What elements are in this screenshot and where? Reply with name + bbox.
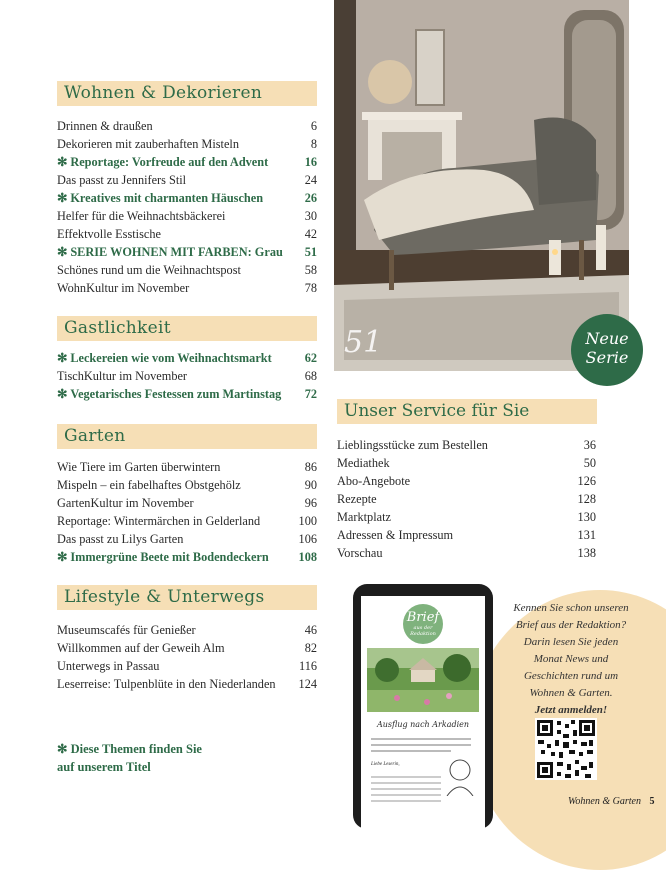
toc-entry-left xyxy=(57,675,276,693)
brand-name: Wohnen & Garten xyxy=(568,796,641,807)
toc-entry-page: 108 xyxy=(298,550,317,564)
toc-entry-page: 96 xyxy=(304,496,317,510)
badge-line2: Serie xyxy=(585,348,629,367)
promo-text xyxy=(511,600,631,719)
section-title-garten: Garten xyxy=(57,424,317,449)
toc-entry-page: 16 xyxy=(304,155,317,169)
toc-entry-label: GartenKultur im November xyxy=(57,496,194,510)
toc-entry-label: Abo-Angebote xyxy=(337,474,411,488)
toc-entry-left xyxy=(337,526,453,544)
toc-entry-label: Adressen & Impressum xyxy=(337,528,454,542)
star-icon: ✻ xyxy=(57,351,68,365)
toc-entry-page: 46 xyxy=(304,623,317,637)
promo-body: Kennen Sie schon unseren Brief aus der Redaktion? Darin lesen Sie jeden Monat News und Geschichten rund um Wohnen & Garten. xyxy=(513,602,629,699)
toc-entry-label: Helfer für die Weihnachtsbäckerei xyxy=(57,209,226,223)
toc-entry-left xyxy=(337,454,390,472)
toc-entry-label: Schönes rund um die Weihnachtspost xyxy=(57,263,241,277)
toc-entry-label: Dekorieren mit zauberhaften Misteln xyxy=(57,137,239,151)
phone-title: Brief xyxy=(406,610,440,625)
toc-entry-page: 124 xyxy=(298,677,317,691)
toc-entry[interactable] xyxy=(337,544,596,562)
toc-entry-page: 78 xyxy=(304,281,317,295)
toc-list-gastlichkeit xyxy=(57,349,317,403)
toc-entry[interactable] xyxy=(57,512,317,530)
toc-entry[interactable] xyxy=(57,657,317,675)
toc-entry-left xyxy=(57,639,225,657)
toc-entry-left xyxy=(57,279,189,297)
toc-entry[interactable] xyxy=(57,476,317,494)
toc-entry-left xyxy=(57,385,281,403)
toc-entry-left xyxy=(57,349,272,367)
toc-entry[interactable] xyxy=(57,243,317,261)
page-footer xyxy=(568,796,654,807)
star-icon: ✻ xyxy=(57,245,68,259)
phone-subtitle: aus der Redaktion xyxy=(410,625,436,637)
newsletter-logo xyxy=(403,604,443,644)
toc-entry-label: Museumscafés für Genießer xyxy=(57,623,196,637)
toc-entry-label: TischKultur im November xyxy=(57,369,188,383)
toc-entry-label: Drinnen & draußen xyxy=(57,119,153,133)
phone-mockup xyxy=(353,584,493,829)
toc-entry[interactable] xyxy=(57,385,317,403)
living-room-illustration xyxy=(334,0,629,371)
page-number: 5 xyxy=(649,796,655,807)
toc-entry-left xyxy=(57,171,186,189)
toc-entry-label: Effektvolle Esstische xyxy=(57,227,161,241)
toc-entry-page: 131 xyxy=(577,528,596,542)
toc-entry[interactable] xyxy=(57,675,317,693)
toc-entry-page: 26 xyxy=(304,191,317,205)
toc-entry-page: 30 xyxy=(304,209,317,223)
toc-entry-page: 128 xyxy=(577,492,596,506)
toc-entry-left xyxy=(57,225,161,243)
star-icon: ✻ xyxy=(57,742,68,756)
toc-entry-left xyxy=(57,476,241,494)
toc-entry-left xyxy=(57,117,153,135)
toc-entry-left xyxy=(57,207,225,225)
toc-entry-left xyxy=(57,261,241,279)
toc-list-wohnen xyxy=(57,117,317,297)
toc-entry-left xyxy=(57,243,283,261)
toc-entry-page: 116 xyxy=(299,659,317,673)
qr-code-icon xyxy=(535,718,597,780)
badge-line1: Neue xyxy=(585,329,629,348)
footnote-line1: Diese Themen finden Sie xyxy=(70,742,202,756)
toc-entry-label: SERIE WOHNEN MIT FARBEN: Grau xyxy=(70,245,283,259)
garden-photo xyxy=(367,648,479,712)
toc-entry[interactable] xyxy=(57,639,317,657)
service-list xyxy=(337,436,596,562)
toc-entry[interactable] xyxy=(57,207,317,225)
toc-entry-page: 24 xyxy=(304,173,317,187)
footnote xyxy=(57,740,257,776)
toc-entry-label: Rezepte xyxy=(337,492,377,506)
footnote-line2: auf unserem Titel xyxy=(57,760,151,774)
toc-entry-label: WohnKultur im November xyxy=(57,281,190,295)
toc-entry-left xyxy=(57,530,183,548)
toc-entry-label: Das passt zu Jennifers Stil xyxy=(57,173,187,187)
toc-entry-left xyxy=(337,508,391,526)
toc-entry[interactable] xyxy=(337,472,596,490)
toc-entry-label: Unterwegs in Passau xyxy=(57,659,160,673)
section-title-lifestyle: Lifestyle & Unterwegs xyxy=(57,585,317,610)
toc-entry[interactable] xyxy=(57,494,317,512)
toc-entry-label: Kreatives mit charmanten Häuschen xyxy=(70,191,264,205)
promo-cta[interactable]: Jetzt anmelden! xyxy=(534,704,608,716)
toc-entry-left xyxy=(57,657,159,675)
toc-entry[interactable] xyxy=(57,279,317,297)
toc-entry-left xyxy=(57,512,260,530)
toc-entry[interactable] xyxy=(57,548,317,566)
toc-list-garten xyxy=(57,458,317,566)
toc-entry-label: Vegetarisches Festessen zum Martinstag xyxy=(70,387,282,401)
toc-entry-left xyxy=(337,472,410,490)
toc-entry-page: 50 xyxy=(583,456,596,470)
toc-entry[interactable] xyxy=(57,171,317,189)
toc-entry-left xyxy=(57,548,269,566)
toc-entry[interactable] xyxy=(57,458,317,476)
phone-body-lines xyxy=(371,734,471,756)
toc-entry[interactable] xyxy=(337,526,596,544)
toc-entry-label: Willkommen auf der Geweih Alm xyxy=(57,641,225,655)
toc-entry-left xyxy=(57,135,239,153)
toc-entry-label: Das passt zu Lilys Garten xyxy=(57,532,184,546)
toc-entry[interactable] xyxy=(57,367,317,385)
toc-entry-label: Wie Tiere im Garten überwintern xyxy=(57,460,221,474)
toc-entry-page: 126 xyxy=(577,474,596,488)
phone-greeting: Liebe Leserin, xyxy=(371,762,400,767)
toc-entry-left xyxy=(57,621,196,639)
toc-entry-page: 86 xyxy=(304,460,317,474)
toc-entry[interactable] xyxy=(337,490,596,508)
new-series-badge xyxy=(571,314,643,386)
toc-entry-left xyxy=(337,490,377,508)
star-icon: ✻ xyxy=(57,191,68,205)
toc-entry-label: Lieblingsstücke zum Bestellen xyxy=(337,438,488,452)
toc-entry-left xyxy=(57,153,268,171)
toc-entry-left xyxy=(57,494,194,512)
toc-entry[interactable] xyxy=(57,621,317,639)
toc-entry[interactable] xyxy=(57,117,317,135)
toc-entry[interactable] xyxy=(337,508,596,526)
toc-entry-label: Reportage: Wintermärchen in Gelderland xyxy=(57,514,261,528)
editor-portrait xyxy=(443,756,477,796)
toc-entry-left xyxy=(57,367,187,385)
toc-entry-label: Leserreise: Tulpenblüte in den Niederlanden xyxy=(57,677,276,691)
toc-entry[interactable] xyxy=(57,349,317,367)
toc-entry-page: 72 xyxy=(304,387,317,401)
cover-photo xyxy=(334,0,629,371)
qr-code[interactable] xyxy=(535,718,597,780)
toc-entry-left xyxy=(57,189,263,207)
toc-entry-page: 51 xyxy=(304,245,317,259)
phone-screen xyxy=(361,596,485,829)
toc-entry-label: Vorschau xyxy=(337,546,383,560)
toc-entry[interactable] xyxy=(57,261,317,279)
toc-entry[interactable] xyxy=(57,135,317,153)
toc-entry[interactable] xyxy=(337,436,596,454)
star-icon: ✻ xyxy=(57,155,68,169)
toc-entry-left xyxy=(57,458,220,476)
section-title-wohnen: Wohnen & Dekorieren xyxy=(57,81,317,106)
toc-entry-page: 42 xyxy=(304,227,317,241)
toc-entry[interactable] xyxy=(57,189,317,207)
series-page-number: 51 xyxy=(344,325,383,360)
toc-entry-left xyxy=(337,436,488,454)
toc-entry[interactable] xyxy=(337,454,596,472)
star-icon: ✻ xyxy=(57,387,68,401)
toc-entry-page: 82 xyxy=(304,641,317,655)
toc-entry-label: Mispeln – ein fabelhaftes Obstgehölz xyxy=(57,478,241,492)
toc-entry[interactable] xyxy=(57,225,317,243)
toc-entry[interactable] xyxy=(57,530,317,548)
toc-entry-page: 106 xyxy=(298,532,317,546)
phone-heading: Ausflug nach Arkadien xyxy=(376,720,470,729)
section-title-gastlichkeit: Gastlichkeit xyxy=(57,316,317,341)
toc-entry[interactable] xyxy=(57,153,317,171)
star-icon: ✻ xyxy=(57,550,68,564)
toc-entry-label: Leckereien wie vom Weihnachtsmarkt xyxy=(70,351,272,365)
toc-entry-page: 62 xyxy=(304,351,317,365)
toc-entry-left xyxy=(337,544,383,562)
toc-entry-page: 100 xyxy=(298,514,317,528)
toc-entry-page: 6 xyxy=(310,119,317,133)
phone-text-lines xyxy=(371,772,441,806)
toc-entry-page: 138 xyxy=(577,546,596,560)
toc-entry-page: 68 xyxy=(304,369,317,383)
toc-entry-label: Marktplatz xyxy=(337,510,391,524)
section-title-service: Unser Service für Sie xyxy=(337,399,597,424)
toc-entry-page: 58 xyxy=(304,263,317,277)
toc-entry-label: Immergrüne Beete mit Bodendeckern xyxy=(70,550,269,564)
toc-entry-label: Mediathek xyxy=(337,456,390,470)
toc-entry-page: 90 xyxy=(304,478,317,492)
toc-entry-label: Reportage: Vorfreude auf den Advent xyxy=(70,155,269,169)
toc-entry-page: 8 xyxy=(310,137,317,151)
toc-list-lifestyle xyxy=(57,621,317,693)
toc-entry-page: 130 xyxy=(577,510,596,524)
toc-entry-page: 36 xyxy=(583,438,596,452)
